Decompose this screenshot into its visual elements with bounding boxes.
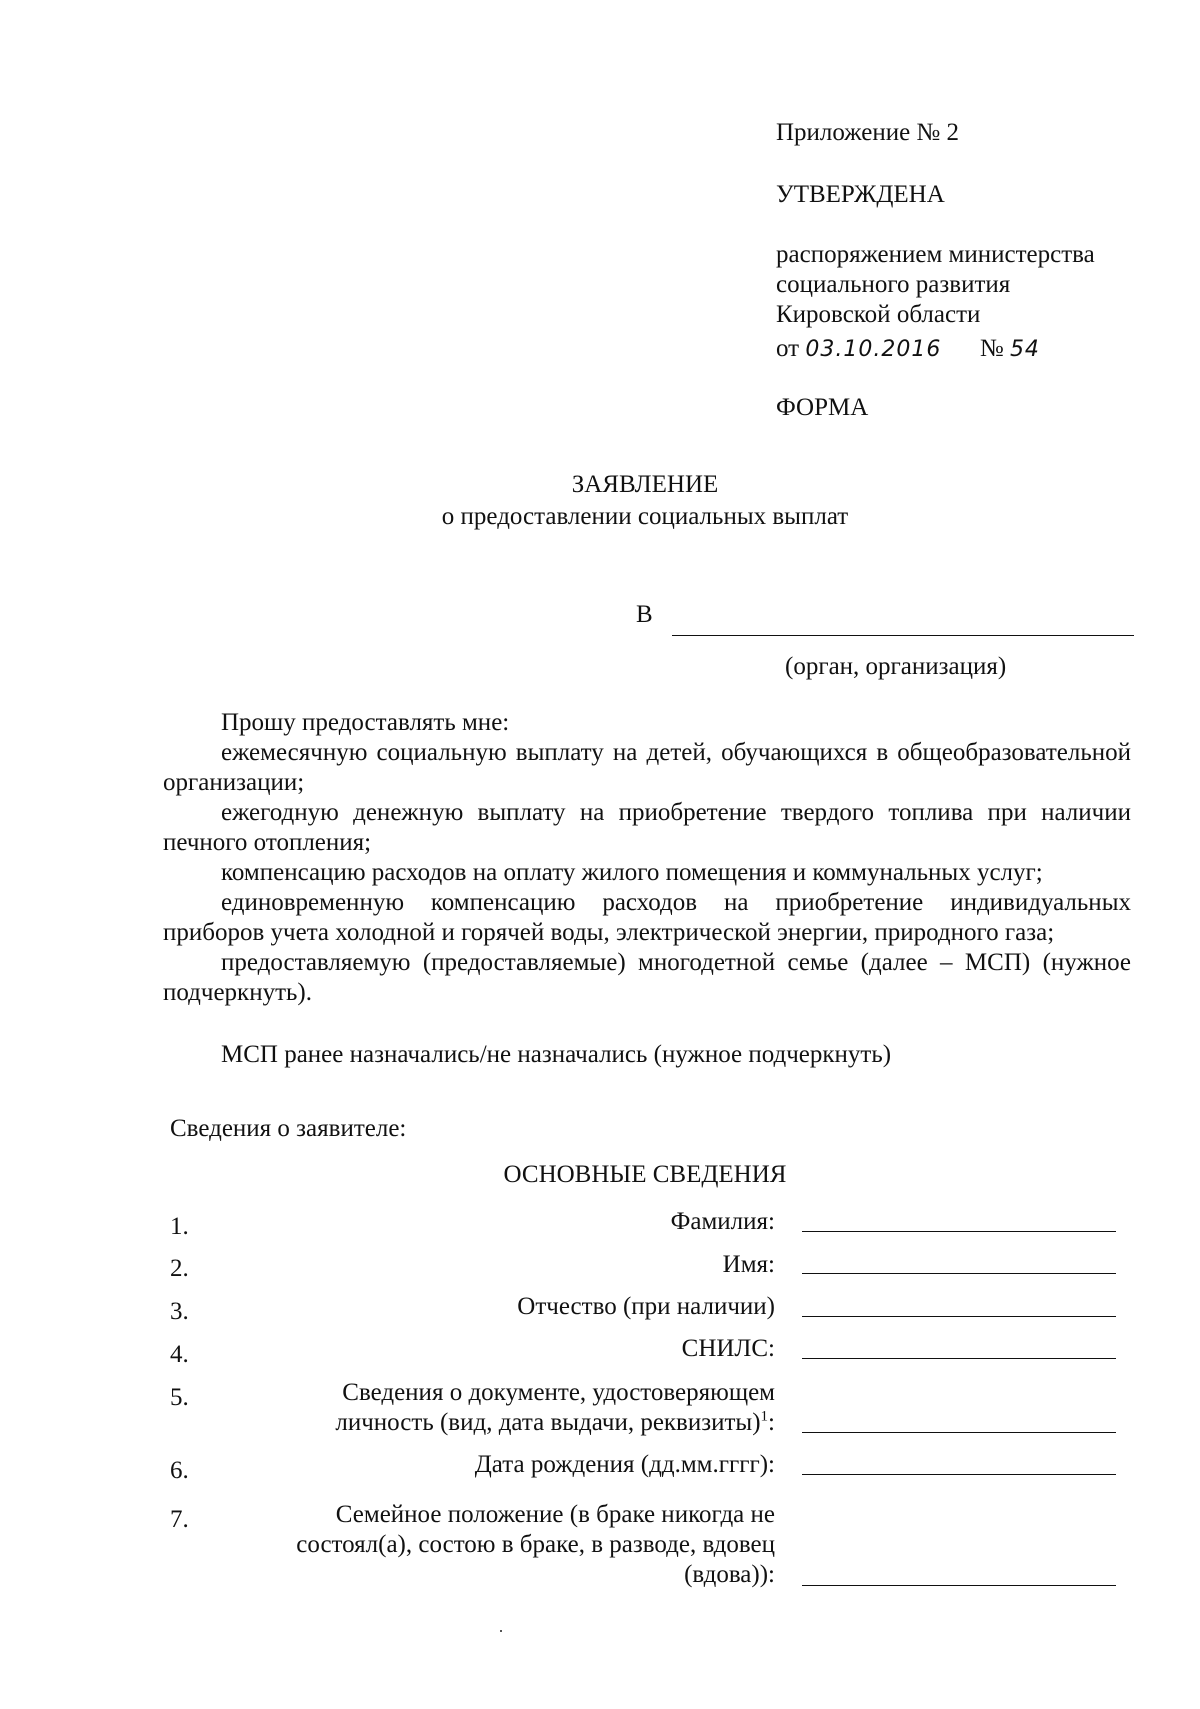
prior-assignment-note: МСП ранее назначались/не назначались (нужное подчеркнуть)	[221, 1041, 892, 1068]
document-subtitle: о предоставлении социальных выплат	[441, 503, 849, 530]
handwritten-number: 54	[1009, 337, 1040, 362]
field-label-marital-status-2: состоял(а), состою в браке, в разводе, вдовец	[296, 1531, 775, 1558]
request-intro: Прошу предоставлять мне:	[221, 709, 510, 736]
birth-date-field-line[interactable]	[802, 1474, 1116, 1475]
id-document-label-text: личность (вид, дата выдачи, реквизиты)	[335, 1409, 761, 1436]
surname-field-line[interactable]	[802, 1231, 1116, 1232]
id-document-field-line[interactable]	[802, 1432, 1116, 1433]
field-number: 3.	[170, 1298, 189, 1325]
snils-field-line[interactable]	[802, 1358, 1116, 1359]
date-prefix: от	[776, 335, 800, 362]
field-number: 2.	[170, 1255, 189, 1282]
id-document-label-colon: :	[768, 1409, 775, 1436]
name-field-line[interactable]	[802, 1273, 1116, 1274]
field-number: 7.	[170, 1506, 189, 1533]
order-date-line	[776, 334, 1040, 365]
field-number: 4.	[170, 1341, 189, 1368]
field-label-marital-status-1: Семейное положение (в браке никогда не	[335, 1501, 775, 1528]
handwritten-date: 03.10.2016	[805, 337, 942, 362]
field-label-id-document-1: Сведения о документе, удостоверяющем	[342, 1379, 775, 1406]
document-title: ЗАЯВЛЕНИЕ	[571, 471, 719, 498]
patronymic-field-line[interactable]	[802, 1316, 1116, 1317]
number-prefix: №	[979, 335, 1004, 362]
field-label-surname: Фамилия:	[670, 1208, 775, 1235]
order-line-3: Кировской области	[776, 301, 981, 328]
field-number: 1.	[170, 1213, 189, 1240]
order-line-2: социального развития	[776, 271, 1011, 298]
addressee-caption: (орган, организация)	[785, 653, 1007, 680]
appendix-label: Приложение № 2	[776, 119, 960, 146]
approved-label: УТВЕРЖДЕНА	[776, 181, 945, 208]
field-number: 5.	[170, 1384, 189, 1411]
request-item-3: компенсацию расходов на оплату жилого помещения и коммунальных услуг;	[221, 859, 1043, 886]
marital-status-field-line[interactable]	[802, 1585, 1116, 1586]
order-line-1: распоряжением министерства	[776, 241, 1095, 268]
scan-speck	[500, 1630, 502, 1632]
request-item-5: предоставляемую (предоставляемые) многодетной семье (далее – МСП) (нужное подчеркнуть).	[163, 949, 1131, 1006]
addressee-field-line[interactable]	[672, 635, 1134, 636]
footnote-marker: 1	[760, 1408, 769, 1425]
applicant-heading: Сведения о заявителе:	[170, 1115, 407, 1142]
field-label-snils: СНИЛС:	[681, 1335, 775, 1362]
field-label-id-document-2	[215, 1408, 775, 1438]
request-item-1: ежемесячную социальную выплату на детей, обучающихся в общеобразовательной организации;	[163, 739, 1131, 796]
request-item-2: ежегодную денежную выплату на приобретение твердого топлива при наличии печного отопления;	[163, 799, 1131, 856]
field-number: 6.	[170, 1457, 189, 1484]
form-label: ФОРМА	[776, 394, 869, 421]
field-label-patronymic: Отчество (при наличии)	[517, 1293, 775, 1320]
field-label-marital-status-3: (вдова)):	[684, 1561, 775, 1588]
section-heading: ОСНОВНЫЕ СВЕДЕНИЯ	[503, 1161, 787, 1188]
field-label-name: Имя:	[722, 1251, 775, 1278]
request-item-4: единовременную компенсацию расходов на приобретение индивидуальных приборов учета холодной и горячей воды, электрической энергии, природного газа;	[163, 889, 1131, 946]
field-label-birth-date: Дата рождения (дд.мм.гггг):	[474, 1451, 775, 1478]
addressee-prefix: В	[636, 601, 653, 628]
